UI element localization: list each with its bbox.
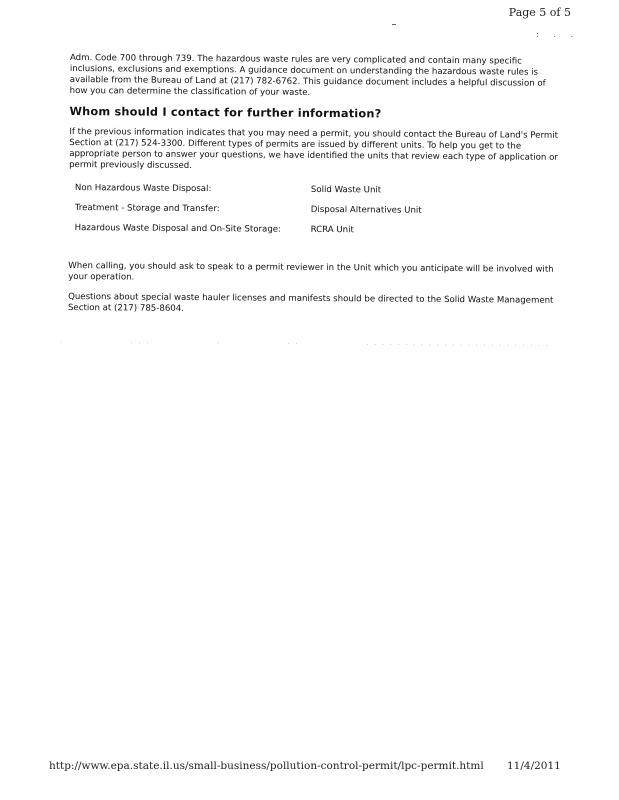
scan-artifact-line: · · · · · · · · · · · · · · · · · · · · · · · · · · · · · · ·: [59, 338, 550, 350]
unit-name: Solid Waste Unit: [310, 184, 382, 196]
intro-paragraph: Adm. Code 700 through 739. The hazardous waste rules are very complicated and contain many specific inclusions, exclusions and exemptions. A guidance document on understanding the hazardous waste rules is available from the Bureau of Land at (217) 782-6762. This guidance document includes a helpful discussion of how you can determine the classification of your waste.: [69, 53, 546, 98]
footer-url: http://www.epa.state.il.us/small-business/pollution-control-permit/lpc-permit.html: [49, 760, 484, 772]
scan-noise: : . .: [536, 30, 579, 39]
contact-paragraph: If the previous information indicates that you may need a permit, you should contact the Bureau of Land's Permit Section at (217) 524-3300. Different types of permits are issued by different units. To help you get to the appropriate person to answer your questions, we have identified the units that review each type of application or permit previously discussed.: [69, 126, 559, 171]
unit-activity: Treatment - Storage and Transfer:: [74, 203, 220, 215]
section-heading: Whom should I contact for further information?: [69, 104, 382, 121]
unit-activity: Non Hazardous Waste Disposal:: [74, 183, 212, 195]
unit-name: RCRA Unit: [310, 224, 354, 236]
unit-name: Disposal Alternatives Unit: [310, 204, 422, 216]
footer-date: 11/4/2011: [507, 760, 561, 772]
scan-mark: [392, 24, 396, 25]
units-list: [69, 183, 559, 247]
document-body: [68, 53, 560, 327]
calling-paragraph: When calling, you should ask to speak to a permit reviewer in the Unit which you anticipate will be involved with your operation.: [68, 260, 554, 283]
unit-activity: Hazardous Waste Disposal and On-Site Storage:: [74, 223, 282, 235]
page-number: Page 5 of 5: [508, 6, 571, 19]
unit-row: [69, 223, 559, 247]
questions-paragraph: Questions about special waste hauler licenses and manifests should be directed to the Solid Waste Management Section at (217) 785-8604.: [67, 291, 554, 314]
